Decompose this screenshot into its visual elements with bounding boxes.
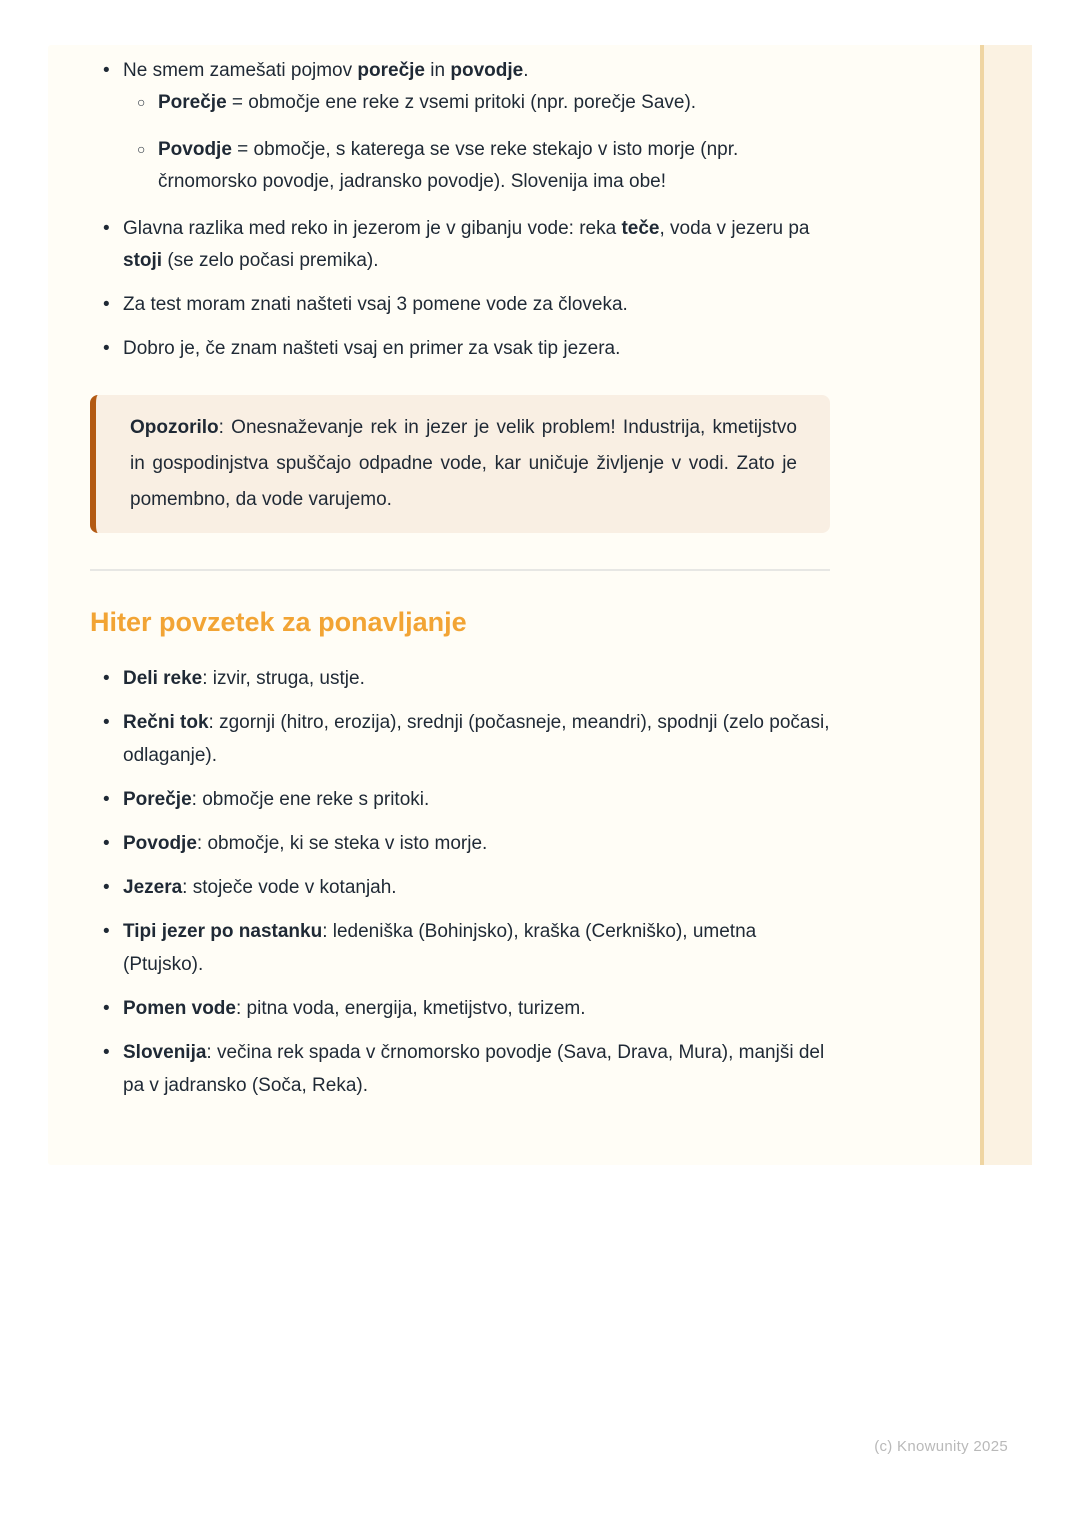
page-content (90, 55, 830, 1113)
bold-term: Opozorilo (130, 417, 219, 438)
list-item-text (123, 668, 365, 689)
bullet-icon: • (103, 668, 110, 689)
text-segment: Glavna razlika med reko in jezerom je v gibanju vode: reka (123, 218, 622, 239)
text-segment: : stoječe vode v kotanjah. (182, 877, 397, 898)
bold-term: teče (621, 218, 660, 239)
list-item-text (158, 139, 738, 192)
list-item-text (123, 1042, 824, 1096)
list-item-text (123, 877, 397, 898)
bullet-icon: • (103, 877, 110, 898)
bold-term: Pomen vode (123, 998, 236, 1019)
list-item-text (123, 789, 429, 810)
list-item (90, 1036, 830, 1102)
list-item-text (158, 92, 696, 113)
bold-term: Rečni tok (123, 712, 209, 733)
text-segment: : večina rek spada v črnomorsko povodje (Sava, Drava, Mura), manjši del pa v jadransko (Soča, Reka). (123, 1042, 825, 1096)
text-segment: : ledeniška (Bohinjsko), kraška (Cerkniško), umetna (Ptujsko). (123, 921, 757, 975)
sub-list-item (123, 134, 830, 198)
text-segment: = območje, s katerega se vse reke stekajo v isto morje (npr. črnomorsko povodje, jadransko povodje). Slovenija ima obe! (158, 139, 739, 192)
list-item (90, 992, 830, 1025)
list-item-text (123, 218, 809, 271)
bullet-icon: • (103, 1042, 110, 1063)
bullet-icon: • (103, 833, 110, 854)
list-item-text (123, 712, 829, 766)
circle-bullet-icon: ○ (137, 94, 146, 110)
text-segment: . (523, 60, 529, 81)
list-item-text (123, 338, 620, 359)
bullet-icon: • (103, 998, 110, 1019)
text-segment: : izvir, struga, ustje. (202, 668, 365, 689)
bold-term: Tipi jezer po nastanku (123, 921, 323, 942)
section-divider (90, 569, 830, 571)
list-item-text (123, 921, 756, 975)
list-item (90, 706, 830, 772)
bold-term: porečje (357, 60, 425, 81)
text-segment: in (425, 60, 451, 81)
bullet-icon: • (103, 338, 110, 359)
nested-list (123, 87, 830, 198)
bullet-icon: • (103, 294, 110, 315)
bold-term: Deli reke (123, 668, 203, 689)
list-item-text (123, 833, 487, 854)
text-segment: : območje, ki se steka v isto morje. (196, 833, 488, 854)
bold-term: Jezera (123, 877, 183, 898)
bold-term: stoji (123, 250, 163, 271)
list-item-text (123, 294, 628, 315)
warning-callout (90, 395, 830, 533)
bold-term: Povodje (123, 833, 197, 854)
list-item (90, 55, 830, 198)
text-segment: : zgornji (hitro, erozija), srednji (počasneje, meandri), spodnji (zelo počasi, odlaganje). (123, 712, 830, 766)
section-heading: Hiter povzetek za ponavljanje (90, 607, 467, 637)
text-segment: , voda v jezeru pa (659, 218, 810, 239)
list-item-text (123, 998, 586, 1019)
bullet-icon: • (103, 712, 110, 733)
summary-list (90, 662, 830, 1102)
bullet-icon: • (103, 921, 110, 942)
text-segment: : območje ene reke s pritoki. (191, 789, 430, 810)
sub-list-item (123, 87, 830, 119)
text-segment: Za test moram znati našteti vsaj 3 pomene vode za človeka. (123, 294, 628, 315)
document-page (48, 45, 1032, 1165)
list-item (90, 915, 830, 981)
list-item (90, 333, 830, 365)
page-edge-strip (980, 45, 1032, 1165)
list-item (90, 871, 830, 904)
text-segment: Dobro je, če znam našteti vsaj en primer za vsak tip jezera. (123, 338, 621, 359)
list-item-text (123, 60, 528, 81)
bold-term: povodje (450, 60, 524, 81)
list-item (90, 213, 830, 277)
bullet-icon: • (103, 60, 110, 81)
notes-list (90, 55, 830, 365)
list-item (90, 783, 830, 816)
callout-text (130, 410, 797, 518)
bullet-icon: • (103, 789, 110, 810)
text-segment: : Onesnaževanje rek in jezer je velik problem! Industrija, kmetijstvo in gospodinjstva spuščajo odpadne vode, kar uničuje življenje v vodi. Zato je pomembno, da vode varujemo. (130, 417, 797, 510)
text-segment: Ne smem zamešati pojmov (123, 60, 358, 81)
list-item (90, 289, 830, 321)
bold-term: Porečje (158, 92, 227, 113)
bullet-icon: • (103, 218, 110, 239)
text-segment: (se zelo počasi premika). (162, 250, 379, 271)
list-item (90, 827, 830, 860)
text-segment: : pitna voda, energija, kmetijstvo, turizem. (235, 998, 586, 1019)
text-segment: = območje ene reke z vsemi pritoki (npr. porečje Save). (226, 92, 697, 113)
bold-term: Povodje (158, 139, 232, 160)
bold-term: Porečje (123, 789, 192, 810)
bold-term: Slovenija (123, 1042, 207, 1063)
circle-bullet-icon: ○ (137, 141, 146, 157)
list-item (90, 662, 830, 695)
copyright-note: (c) Knowunity 2025 (874, 1438, 1008, 1455)
